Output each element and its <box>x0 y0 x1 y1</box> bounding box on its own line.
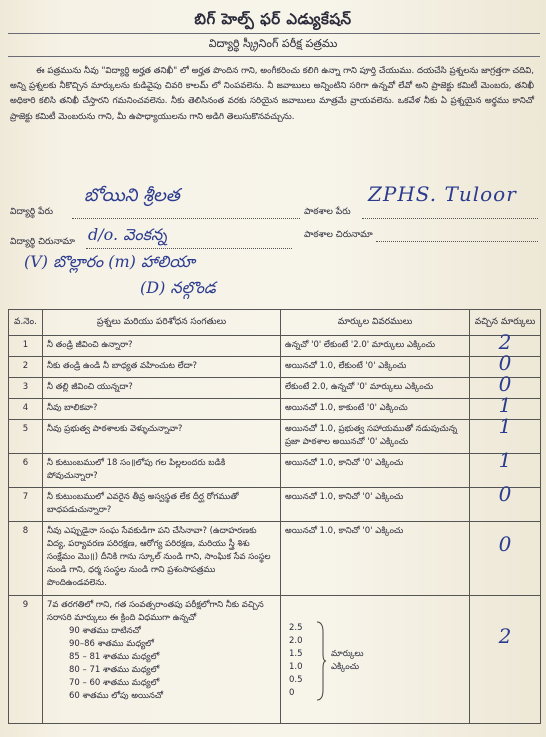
row-number: 8 <box>9 522 43 596</box>
table-row <box>9 357 541 378</box>
row-score-cell[interactable] <box>470 596 541 724</box>
row-marks-detail: లేకుంటే 2.0, ఉన్నచో '0' మార్కులు ఎక్కించు <box>281 378 470 399</box>
table-row <box>9 454 541 488</box>
row-score: 1 <box>498 393 512 417</box>
q9-range: 70 – 60 శాతము మధ్యలో <box>69 678 160 688</box>
student-address-handwriting-2[interactable]: (V) బొల్లారం (m) హాలియా <box>24 252 195 271</box>
q9-range: 60 శాతము లోపు అయినచో <box>69 691 164 701</box>
school-name-line <box>362 218 538 219</box>
table-row <box>9 336 541 357</box>
student-address-handwriting-1[interactable]: d/o. వెంకన్న <box>88 225 167 244</box>
row-score: 2 <box>498 624 512 648</box>
row-marks-detail: అయినచో 1.0, ప్రభుత్వ సహాయముతో నడుపుచున్న ప్రజా పాఠశాల అయినచో '0' ఎక్కించు <box>281 420 470 454</box>
table-row <box>9 522 541 596</box>
q9-range: 80 – 71 శాతము మధ్యలో <box>69 665 160 675</box>
row-number: 5 <box>9 420 43 454</box>
row-score: 0 <box>498 372 512 396</box>
q9-range: 90 శాతము దాటినచో <box>69 626 141 636</box>
table-row <box>9 596 541 724</box>
student-name-label: విద్యార్థి పేరు <box>10 207 53 217</box>
form-subtitle: విద్యార్థి స్క్రీనింగ్ పరీక్ష పత్రము <box>208 37 338 50</box>
col-header-question: ప్రశ్నలు మరియు పరిశోధన సంగతులు <box>43 310 281 336</box>
q9-mark-value: 1.0 <box>289 662 303 672</box>
table-row <box>9 399 541 420</box>
row-score: 1 <box>498 448 512 472</box>
row-number: 3 <box>9 378 43 399</box>
q9-text: 7వ తరగతిలో గాని, గత సంవత్సరాంతపు పరీక్షలోగాని నీకు వచ్చిన సరాసరి మార్కులు ఈ క్రింది విధముగా ఉన్నచో <box>47 600 264 623</box>
row-marks-detail: అయినచో 1.0, కానిచో '0' ఎక్కించు <box>281 522 470 596</box>
school-name-handwriting[interactable]: ZPHS. Tuloor <box>368 182 517 206</box>
col-header-marks-obtained: వచ్చిన మార్కులు <box>470 310 541 336</box>
row-marks-detail: అయినచో 1.0, కానిచో '0' ఎక్కించు <box>281 454 470 488</box>
row-question: నీ తండ్రి జీవించి ఉన్నారా? <box>43 336 281 357</box>
school-address-line <box>376 241 538 242</box>
row-score: 0 <box>498 351 512 375</box>
row-score: 2 <box>498 330 512 354</box>
row-number: 2 <box>9 357 43 378</box>
row-marks-detail: అయినచో 1.0, కానిచో '0' ఎక్కించు <box>281 488 470 522</box>
table-header-row <box>9 310 541 336</box>
instructions-paragraph: ఈ పత్రమును నీవు "విద్యార్థి అర్హత తనిఖీ" లో అర్హత పొందిన గాని, అంగీకరించు కలిగి ఉన్నా గాని పూర్తి చేయుము. దయచేసి ప్రశ్నలను జాగ్రత్తగా చదివి, అన్ని ప్రశ్నలకు నీకొచ్చిన మార్కులను కుడివైపు చివరి కాలమ్ లో నింపవలెను. నీ జవాబులు అన్నింటిని సరిగా ఉన్నవో లేవో అని ప్రాజెక్టు కమిటీ మెంబరు, తనిఖీ అధికారి కలిసి తనిఖీ చేస్తారని గమనించవలెను. నీకు తెలిసినంత వరకు సరియైన జవాబులు మాత్రమే వ్రాయవలెను. ఒకవేళ నీకు ఏ ప్రశ్నయైన అర్థము కానిచో ప్రాజెక్టు కమిటీ మెంబరును గాని, మీ ఉపాధ్యాయులను గాని అడిగి తెలుసుకొనవచ్చును. <box>10 66 534 122</box>
table-row <box>9 378 541 399</box>
row-number: 7 <box>9 488 43 522</box>
q9-range: 90–86 శాతము మధ్యలో <box>69 639 154 649</box>
subtitle-divider <box>8 56 540 57</box>
row-marks-detail: అయినచో 1.0, కాకుంటే '0' ఎక్కించు <box>281 399 470 420</box>
row-score-cell[interactable] <box>470 482 541 522</box>
row-question: నీకు తండ్రి ఉండి నీ బాధ్యత వహించుట లేదా? <box>43 357 281 378</box>
row-question: నీవు బాలికవా? <box>43 399 281 420</box>
row-number: 1 <box>9 336 43 357</box>
q9-mark-value: 0.5 <box>289 675 303 685</box>
row-question: నీ తల్లి జీవించి యున్నదా? <box>43 378 281 399</box>
row-score: 1 <box>498 414 512 438</box>
q9-range-list <box>47 625 276 703</box>
title-divider <box>8 33 540 34</box>
row-marks-detail: అయినచో 1.0, లేకుంటే '0' ఎక్కించు <box>281 357 470 378</box>
col-header-marks-detail: మార్కుల వివరములు <box>281 310 470 336</box>
row-question: నీవు ప్రభుత్వ పాఠశాలకు వెళ్ళుచున్నావా? <box>43 420 281 454</box>
col-header-sno: వ.నెం. <box>9 310 43 336</box>
row-question <box>43 596 281 724</box>
q9-range: 85 – 81 శాతము మధ్యలో <box>69 652 160 662</box>
row-question: నీవు ఎప్పుడైనా సంఘ సేవకుడిగా పని చేసినావా? (ఉదాహరణకు విద్య, పర్యావరణ పరిరక్షణ, ఆరోగ్య పరిరక్షణ, మరియు స్త్రీ శిశు సంక్షేమం మొ॥) దీనికి గాను స్కూల్ నుండి గాని, సాంఘిక సేవ సంస్థల నుండి గాని, ధర్మ సంస్థల నుండి గాని ప్రశంసాపత్రము పొందిఉండవలెను. <box>43 522 281 596</box>
school-address-label: పాఠశాల చిరునామా <box>304 230 373 240</box>
student-address-line <box>86 248 292 249</box>
row-number: 6 <box>9 454 43 488</box>
q9-mark-value: 2.0 <box>289 636 303 646</box>
row-score-cell[interactable] <box>470 522 541 596</box>
q9-mark-value: 2.5 <box>289 623 303 633</box>
q9-brace <box>315 620 327 702</box>
screening-table <box>8 309 541 724</box>
row-score: 0 <box>498 532 512 556</box>
row-marks-detail <box>281 596 470 724</box>
form-title: బిగ్ హెల్ప్ ఫర్ ఎడ్యుకేషన్ <box>194 10 352 28</box>
student-address-label: విద్యార్థి చిరునామా <box>10 237 75 247</box>
student-address-handwriting-3[interactable]: (D) నల్గొండ <box>140 278 216 297</box>
student-name-line <box>72 218 300 219</box>
student-name-handwriting[interactable]: బోయిని శ్రీలత <box>84 185 180 206</box>
row-marks-detail: ఉన్నచో '0' లేకుంటే '2.0' మార్కులు ఎక్కించు <box>281 336 470 357</box>
q9-mark-value: 1.5 <box>289 649 303 659</box>
row-number: 9 <box>9 596 43 724</box>
q9-mark-value: 0 <box>289 688 295 698</box>
row-number: 4 <box>9 399 43 420</box>
school-name-label: పాఠశాల పేరు <box>304 207 351 217</box>
table-row <box>9 488 541 522</box>
row-question: నీ కుటుంబములో 18 సం॥లోపు గల పిల్లలందరు బడికి పోవుచున్నారా? <box>43 454 281 488</box>
row-question: నీ కుటుంబములో ఎవరైన తీవ్ర అస్వస్థత లేక దీర్ఘ రోగముతో బాధపడుచున్నారా? <box>43 488 281 522</box>
row-score: 0 <box>498 482 512 506</box>
q9-marks-caption: మార్కులు ఎక్కించు <box>331 649 364 672</box>
table-row <box>9 420 541 454</box>
